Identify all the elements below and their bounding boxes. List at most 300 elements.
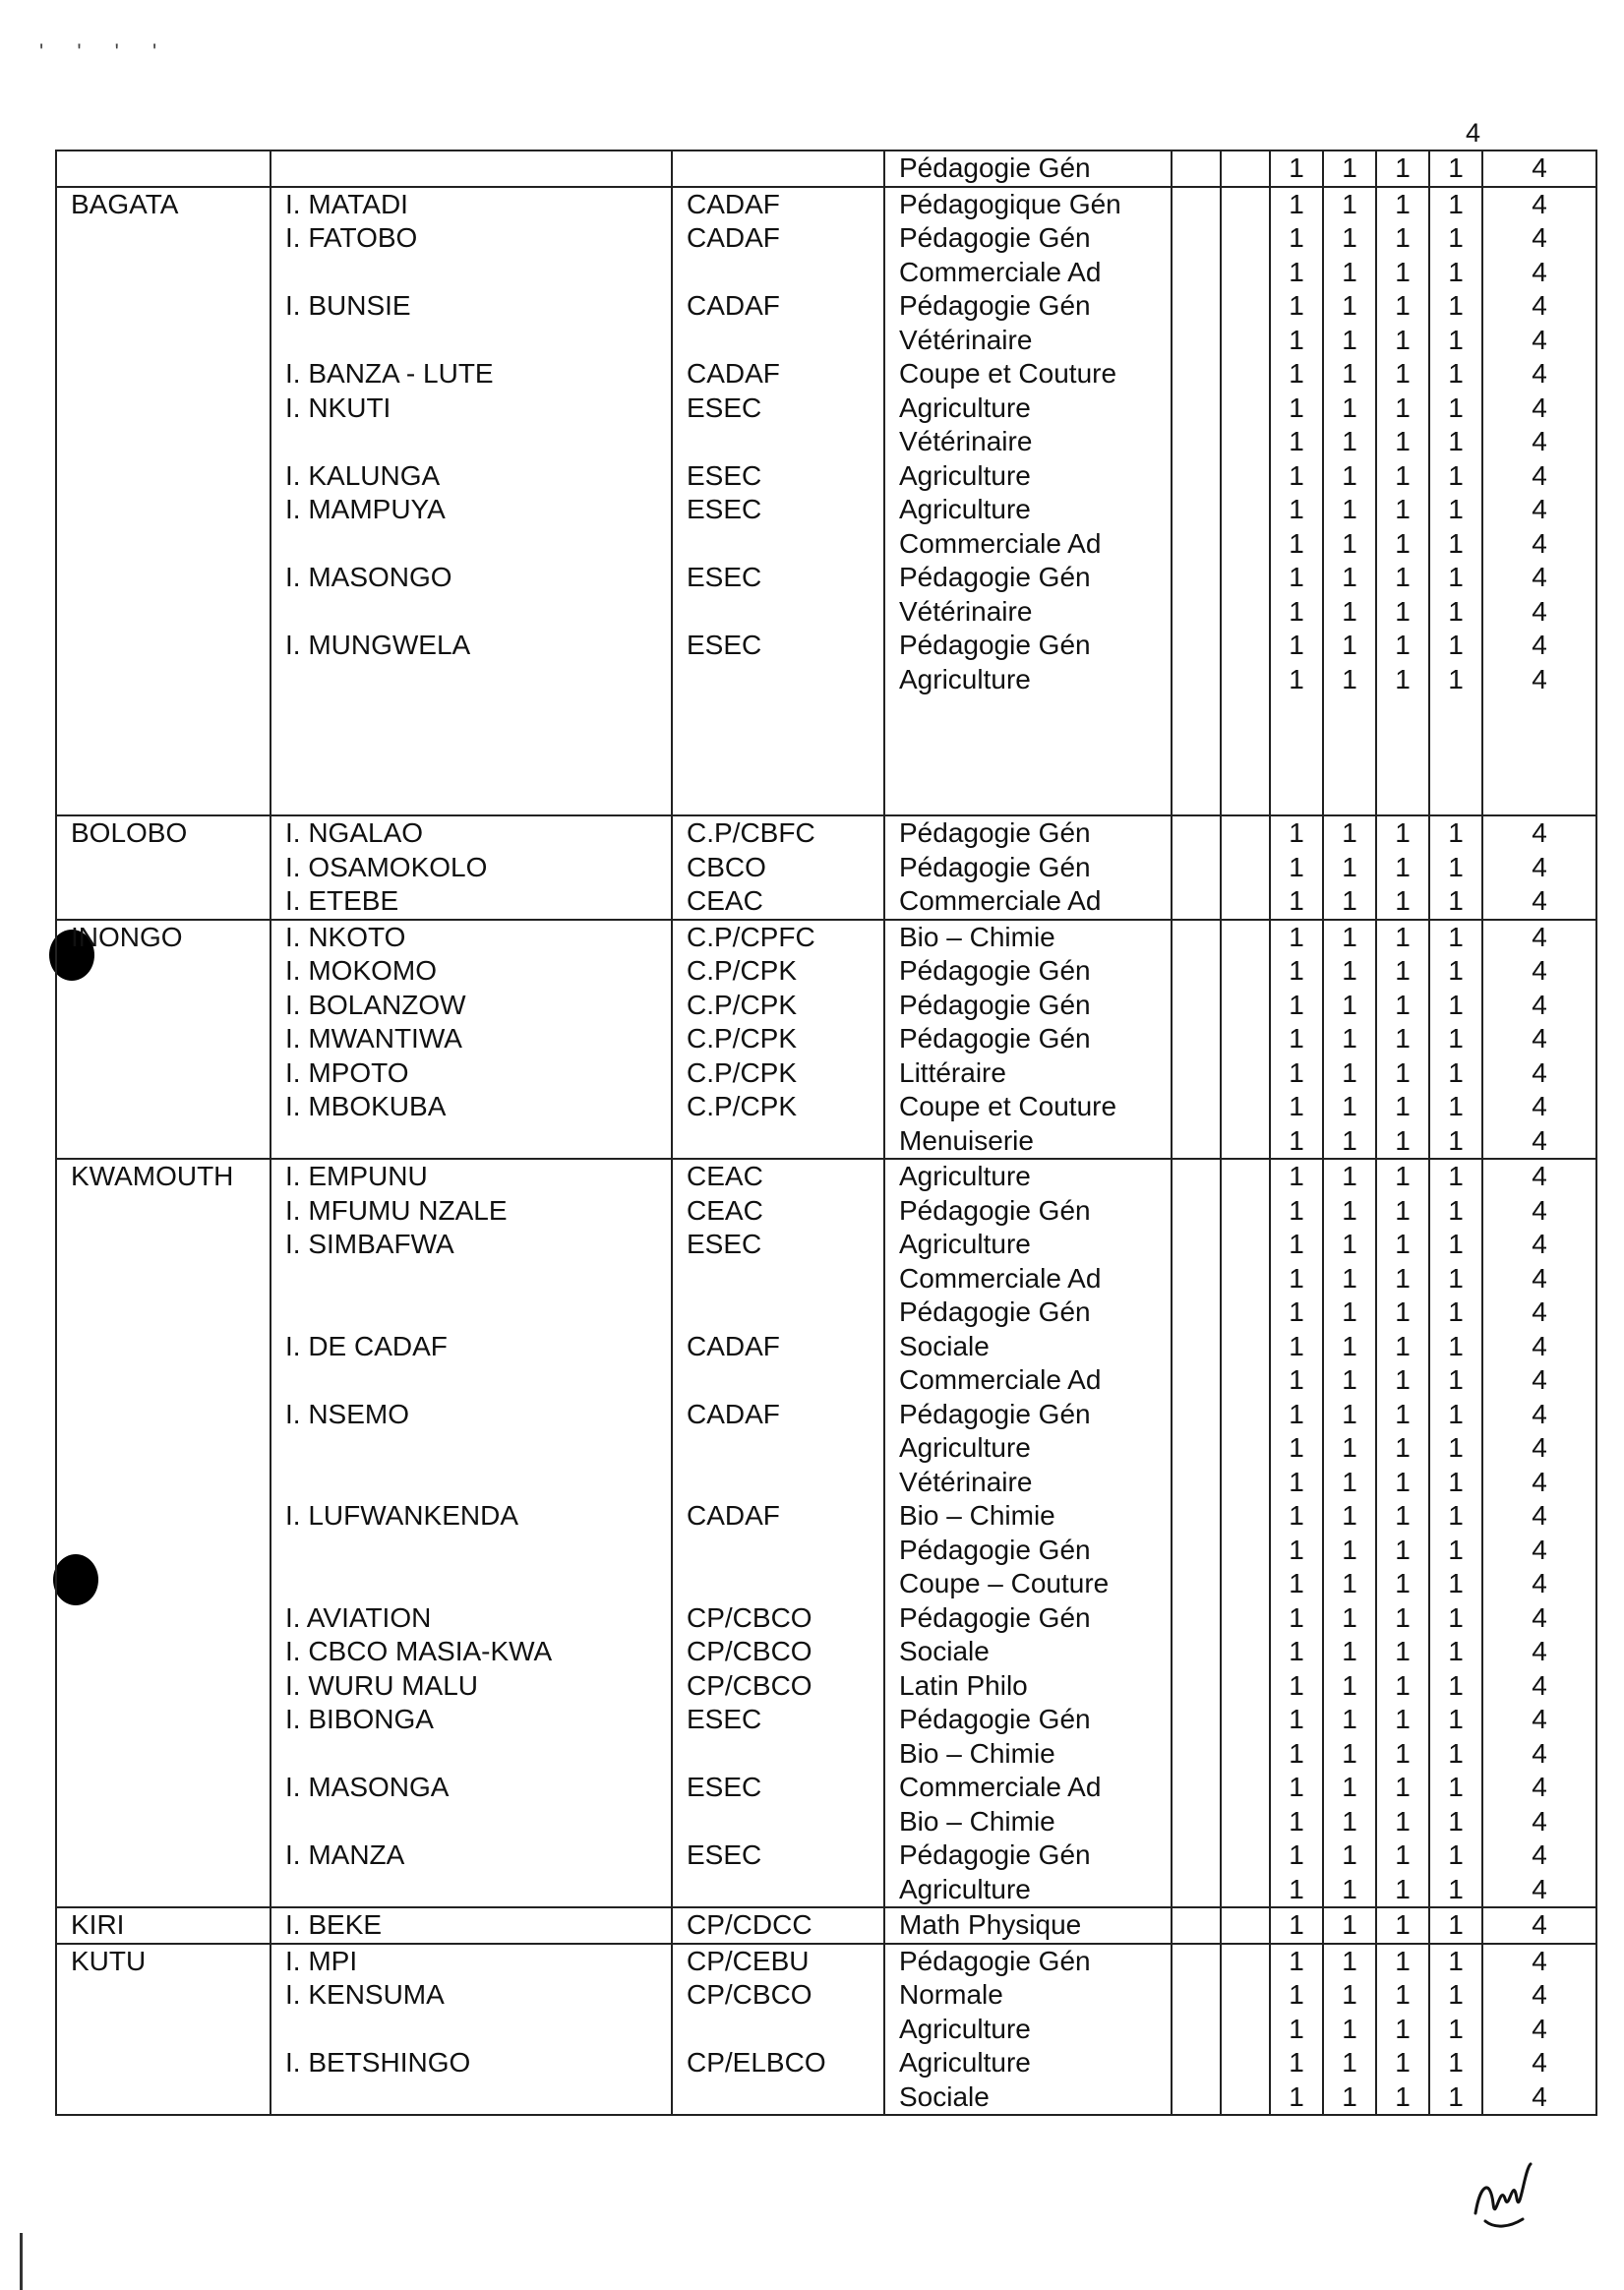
count-cell: 1 (1376, 1907, 1429, 1944)
total-cell: 4 (1482, 1159, 1596, 1194)
table-row (56, 1534, 1596, 1568)
institution-cell: I. MPOTO (271, 1056, 672, 1091)
type-cell: CP/CBCO (672, 1601, 884, 1636)
table-row (56, 1771, 1596, 1805)
count-cell: 1 (1429, 493, 1482, 527)
institution-cell: I. AVIATION (271, 1601, 672, 1636)
option-cell: Agriculture (884, 663, 1172, 697)
count-cell: 1 (1323, 1838, 1376, 1873)
type-cell: CADAF (672, 357, 884, 392)
blank-cell (1172, 1669, 1221, 1704)
blank-cell (1221, 2046, 1270, 2080)
count-cell: 1 (1270, 2046, 1323, 2080)
count-cell: 1 (1323, 1907, 1376, 1944)
total-cell: 4 (1482, 884, 1596, 920)
total-cell: 4 (1482, 2046, 1596, 2080)
type-cell: ESEC (672, 1771, 884, 1805)
count-cell: 1 (1270, 221, 1323, 256)
blank-cell (1221, 1090, 1270, 1124)
institution-cell: I. NGALAO (271, 815, 672, 851)
type-cell: CP/CBCO (672, 1669, 884, 1704)
blank-cell (1221, 357, 1270, 392)
total-cell: 4 (1482, 1056, 1596, 1091)
count-cell: 1 (1270, 1056, 1323, 1091)
count-cell: 1 (1376, 1534, 1429, 1568)
total-cell: 4 (1482, 1124, 1596, 1160)
territoire-cell (56, 1838, 271, 1873)
option-cell: Latin Philo (884, 1669, 1172, 1704)
table-row (56, 1635, 1596, 1669)
count-cell: 1 (1429, 2013, 1482, 2047)
blank-cell (1221, 1159, 1270, 1194)
blank-cell (1172, 1194, 1221, 1229)
option-cell: Pédagogie Gén (884, 1944, 1172, 1979)
institution-cell (271, 1567, 672, 1601)
table-row (56, 696, 1596, 815)
table-row (56, 1838, 1596, 1873)
institution-cell (271, 256, 672, 290)
count-cell: 1 (1270, 663, 1323, 697)
blank-cell (1172, 1363, 1221, 1398)
count-cell: 1 (1376, 2046, 1429, 2080)
blank-cell (1172, 696, 1221, 815)
total-cell: 4 (1482, 1635, 1596, 1669)
institution-cell: I. NKOTO (271, 920, 672, 955)
total-cell: 4 (1482, 527, 1596, 562)
blank-cell (1172, 289, 1221, 324)
blank-cell (1221, 1398, 1270, 1432)
count-cell: 1 (1270, 1330, 1323, 1364)
total-cell: 4 (1482, 561, 1596, 595)
type-cell (672, 1262, 884, 1296)
count-cell: 1 (1323, 1296, 1376, 1330)
count-cell: 1 (1323, 815, 1376, 851)
blank-cell (1172, 1771, 1221, 1805)
count-cell: 1 (1323, 493, 1376, 527)
count-cell: 1 (1376, 920, 1429, 955)
count-cell: 1 (1270, 1228, 1323, 1262)
option-cell: Commerciale Ad (884, 1771, 1172, 1805)
count-cell: 1 (1270, 1431, 1323, 1466)
blank-cell (1221, 1567, 1270, 1601)
type-cell (672, 151, 884, 187)
territoire-cell: KUTU (56, 1944, 271, 1979)
count-cell: 1 (1376, 1262, 1429, 1296)
option-cell: Sociale (884, 2080, 1172, 2116)
blank-cell (1221, 920, 1270, 955)
count-cell: 1 (1376, 1159, 1429, 1194)
blank-cell (1172, 1944, 1221, 1979)
count-cell: 1 (1323, 1398, 1376, 1432)
territoire-cell (56, 392, 271, 426)
count-cell: 1 (1376, 1194, 1429, 1229)
count-cell: 1 (1270, 324, 1323, 358)
option-cell: Coupe – Couture (884, 1567, 1172, 1601)
count-cell: 1 (1429, 1907, 1482, 1944)
count-cell: 1 (1376, 2013, 1429, 2047)
territoire-cell (56, 151, 271, 187)
count-cell: 1 (1376, 1703, 1429, 1737)
count-cell: 1 (1376, 561, 1429, 595)
institution-cell (271, 1805, 672, 1839)
option-cell: Sociale (884, 1330, 1172, 1364)
institution-cell: I. NSEMO (271, 1398, 672, 1432)
total-cell (1482, 696, 1596, 815)
type-cell (672, 527, 884, 562)
type-cell: CP/CEBU (672, 1944, 884, 1979)
territoire-cell (56, 493, 271, 527)
institution-cell (271, 1431, 672, 1466)
count-cell: 1 (1429, 1978, 1482, 2013)
option-cell: Vétérinaire (884, 595, 1172, 630)
type-cell (672, 1431, 884, 1466)
territoire-cell (56, 884, 271, 920)
blank-cell (1172, 629, 1221, 663)
count-cell: 1 (1429, 1431, 1482, 1466)
count-cell: 1 (1323, 425, 1376, 459)
count-cell (1323, 696, 1376, 815)
count-cell: 1 (1376, 1330, 1429, 1364)
table-row (56, 187, 1596, 222)
count-cell: 1 (1323, 151, 1376, 187)
institution-cell: I. BUNSIE (271, 289, 672, 324)
count-cell: 1 (1429, 884, 1482, 920)
total-cell: 4 (1482, 1431, 1596, 1466)
count-cell: 1 (1376, 1771, 1429, 1805)
total-cell: 4 (1482, 954, 1596, 989)
blank-cell (1221, 1873, 1270, 1908)
blank-cell (1221, 1022, 1270, 1056)
count-cell: 1 (1323, 595, 1376, 630)
table-row (56, 1907, 1596, 1944)
count-cell: 1 (1323, 851, 1376, 885)
scan-marks: ' ' ' ' (39, 39, 171, 64)
count-cell: 1 (1376, 1296, 1429, 1330)
count-cell: 1 (1429, 1262, 1482, 1296)
type-cell: ESEC (672, 1703, 884, 1737)
table-row (56, 815, 1596, 851)
institution-cell: I. LUFWANKENDA (271, 1499, 672, 1534)
option-cell: Pédagogie Gén (884, 1601, 1172, 1636)
territoire-cell (56, 2080, 271, 2116)
type-cell (672, 256, 884, 290)
count-cell: 1 (1376, 1838, 1429, 1873)
count-cell: 1 (1376, 663, 1429, 697)
blank-cell (1172, 1838, 1221, 1873)
option-cell: Menuiserie (884, 1124, 1172, 1160)
institution-cell: I. MPI (271, 1944, 672, 1979)
option-cell: Bio – Chimie (884, 1805, 1172, 1839)
count-cell: 1 (1429, 187, 1482, 222)
territoire-cell (56, 2046, 271, 2080)
blank-cell (1172, 357, 1221, 392)
institution-cell: I. SIMBAFWA (271, 1228, 672, 1262)
blank-cell (1172, 2080, 1221, 2116)
count-cell: 1 (1323, 392, 1376, 426)
institution-cell: I. MOKOMO (271, 954, 672, 989)
territoire-cell (56, 1499, 271, 1534)
total-cell: 4 (1482, 1363, 1596, 1398)
total-cell: 4 (1482, 289, 1596, 324)
count-cell: 1 (1270, 357, 1323, 392)
institution-cell (271, 1363, 672, 1398)
table-row (56, 1022, 1596, 1056)
count-cell: 1 (1270, 1805, 1323, 1839)
total-cell: 4 (1482, 392, 1596, 426)
count-cell: 1 (1270, 151, 1323, 187)
total-cell: 4 (1482, 1805, 1596, 1839)
count-cell: 1 (1270, 1124, 1323, 1160)
count-cell: 1 (1376, 595, 1429, 630)
count-cell: 1 (1429, 1771, 1482, 1805)
count-cell: 1 (1429, 1363, 1482, 1398)
type-cell: C.P/CPK (672, 1090, 884, 1124)
institution-cell: I. MASONGA (271, 1771, 672, 1805)
type-cell (672, 663, 884, 697)
institution-cell (271, 1262, 672, 1296)
option-cell: Agriculture (884, 1873, 1172, 1908)
total-cell: 4 (1482, 1194, 1596, 1229)
table-row (56, 1090, 1596, 1124)
count-cell: 1 (1429, 989, 1482, 1023)
territoire-cell: BOLOBO (56, 815, 271, 851)
blank-cell (1221, 1601, 1270, 1636)
type-cell (672, 1296, 884, 1330)
blank-cell (1172, 1124, 1221, 1160)
count-cell: 1 (1429, 1228, 1482, 1262)
blank-cell (1221, 256, 1270, 290)
count-cell: 1 (1429, 357, 1482, 392)
blank-cell (1172, 815, 1221, 851)
type-cell (672, 1363, 884, 1398)
count-cell: 1 (1323, 1330, 1376, 1364)
total-cell: 4 (1482, 989, 1596, 1023)
count-cell: 1 (1376, 1022, 1429, 1056)
blank-cell (1172, 1703, 1221, 1737)
territoire-cell (56, 256, 271, 290)
table-row (56, 392, 1596, 426)
count-cell: 1 (1429, 289, 1482, 324)
option-cell: Pédagogie Gén (884, 954, 1172, 989)
table-row (56, 1330, 1596, 1364)
count-cell: 1 (1323, 2046, 1376, 2080)
table-row (56, 493, 1596, 527)
total-cell: 4 (1482, 1022, 1596, 1056)
count-cell: 1 (1270, 493, 1323, 527)
blank-cell (1172, 1737, 1221, 1772)
type-cell (672, 1466, 884, 1500)
table-row (56, 2013, 1596, 2047)
count-cell: 1 (1323, 1262, 1376, 1296)
type-cell: CP/ELBCO (672, 2046, 884, 2080)
count-cell: 1 (1270, 1466, 1323, 1500)
table-body (56, 151, 1596, 2115)
blank-cell (1172, 1499, 1221, 1534)
institution-cell (271, 696, 672, 815)
count-cell: 1 (1270, 1703, 1323, 1737)
count-cell: 1 (1376, 1124, 1429, 1160)
type-cell: ESEC (672, 493, 884, 527)
count-cell: 1 (1270, 1737, 1323, 1772)
territoire-cell (56, 289, 271, 324)
institution-cell: I. MATADI (271, 187, 672, 222)
blank-cell (1221, 815, 1270, 851)
table-row (56, 1601, 1596, 1636)
count-cell: 1 (1323, 1978, 1376, 2013)
blank-cell (1172, 1398, 1221, 1432)
option-cell: Vétérinaire (884, 425, 1172, 459)
territoire-cell (56, 1873, 271, 1908)
option-cell: Pédagogie Gén (884, 851, 1172, 885)
territoire-cell (56, 1771, 271, 1805)
total-cell: 4 (1482, 1907, 1596, 1944)
count-cell: 1 (1323, 1737, 1376, 1772)
institution-cell: I. BANZA - LUTE (271, 357, 672, 392)
institution-cell: I. ETEBE (271, 884, 672, 920)
territoire-cell (56, 954, 271, 989)
table-row (56, 1873, 1596, 1908)
type-cell: CP/CBCO (672, 1978, 884, 2013)
count-cell: 1 (1270, 2013, 1323, 2047)
scan-edge-mark (20, 2233, 23, 2290)
count-cell: 1 (1270, 629, 1323, 663)
total-cell: 4 (1482, 357, 1596, 392)
territoire-cell (56, 1398, 271, 1432)
option-cell: Bio – Chimie (884, 920, 1172, 955)
total-cell: 4 (1482, 1567, 1596, 1601)
option-cell: Vétérinaire (884, 324, 1172, 358)
count-cell: 1 (1323, 989, 1376, 1023)
total-cell: 4 (1482, 2080, 1596, 2116)
blank-cell (1221, 493, 1270, 527)
option-cell: Math Physique (884, 1907, 1172, 1944)
option-cell: Commerciale Ad (884, 1262, 1172, 1296)
count-cell: 1 (1270, 1022, 1323, 1056)
territoire-cell (56, 1669, 271, 1704)
table-row (56, 1056, 1596, 1091)
count-cell: 1 (1429, 1194, 1482, 1229)
type-cell (672, 696, 884, 815)
institution-cell: I. KALUNGA (271, 459, 672, 494)
count-cell: 1 (1323, 1771, 1376, 1805)
count-cell: 1 (1270, 1567, 1323, 1601)
territoire-cell (56, 425, 271, 459)
blank-cell (1221, 884, 1270, 920)
option-cell: Agriculture (884, 1159, 1172, 1194)
total-cell: 4 (1482, 1944, 1596, 1979)
blank-cell (1172, 1262, 1221, 1296)
count-cell: 1 (1376, 2080, 1429, 2116)
type-cell (672, 1124, 884, 1160)
institution-cell: I. MBOKUBA (271, 1090, 672, 1124)
total-cell: 4 (1482, 1090, 1596, 1124)
count-cell: 1 (1323, 1363, 1376, 1398)
total-cell: 4 (1482, 1669, 1596, 1704)
blank-cell (1172, 392, 1221, 426)
total-cell: 4 (1482, 187, 1596, 222)
count-cell: 1 (1376, 151, 1429, 187)
option-cell: Agriculture (884, 392, 1172, 426)
blank-cell (1172, 1534, 1221, 1568)
count-cell (1270, 696, 1323, 815)
total-cell: 4 (1482, 2013, 1596, 2047)
count-cell: 1 (1429, 1056, 1482, 1091)
option-cell: Pédagogie Gén (884, 1703, 1172, 1737)
count-cell: 1 (1270, 187, 1323, 222)
blank-cell (1172, 1296, 1221, 1330)
blank-cell (1221, 851, 1270, 885)
count-cell (1429, 696, 1482, 815)
institution-cell: I. EMPUNU (271, 1159, 672, 1194)
blank-cell (1221, 324, 1270, 358)
total-cell: 4 (1482, 595, 1596, 630)
total-cell: 4 (1482, 1466, 1596, 1500)
blank-cell (1172, 1022, 1221, 1056)
count-cell: 1 (1376, 815, 1429, 851)
count-cell: 1 (1376, 1669, 1429, 1704)
count-cell: 1 (1270, 561, 1323, 595)
blank-cell (1221, 1296, 1270, 1330)
count-cell: 1 (1376, 289, 1429, 324)
blank-cell (1221, 663, 1270, 697)
institution-cell (271, 151, 672, 187)
count-cell: 1 (1429, 1022, 1482, 1056)
count-cell: 1 (1323, 1228, 1376, 1262)
blank-cell (1172, 954, 1221, 989)
count-cell: 1 (1323, 1703, 1376, 1737)
institution-cell (271, 425, 672, 459)
count-cell: 1 (1270, 954, 1323, 989)
count-cell: 1 (1429, 425, 1482, 459)
count-cell: 1 (1376, 1567, 1429, 1601)
count-cell: 1 (1323, 1159, 1376, 1194)
option-cell: Littéraire (884, 1056, 1172, 1091)
count-cell: 1 (1376, 989, 1429, 1023)
blank-cell (1221, 1056, 1270, 1091)
table-row (56, 1737, 1596, 1772)
count-cell: 1 (1270, 527, 1323, 562)
count-cell: 1 (1429, 1296, 1482, 1330)
table-row (56, 459, 1596, 494)
institution-cell: I. BETSHINGO (271, 2046, 672, 2080)
blank-cell (1172, 1978, 1221, 2013)
blank-cell (1172, 1805, 1221, 1839)
count-cell: 1 (1323, 1601, 1376, 1636)
institution-cell (271, 527, 672, 562)
table-row (56, 221, 1596, 256)
table-row (56, 1978, 1596, 2013)
count-cell: 1 (1429, 1398, 1482, 1432)
blank-cell (1172, 2013, 1221, 2047)
count-cell: 1 (1376, 527, 1429, 562)
count-cell: 1 (1376, 1944, 1429, 1979)
blank-cell (1221, 1771, 1270, 1805)
table-row (56, 1703, 1596, 1737)
blank-cell (1172, 1431, 1221, 1466)
blank-cell (1172, 1601, 1221, 1636)
territoire-cell (56, 1194, 271, 1229)
total-cell: 4 (1482, 459, 1596, 494)
count-cell: 1 (1270, 459, 1323, 494)
table-row (56, 851, 1596, 885)
option-cell: Pédagogie Gén (884, 989, 1172, 1023)
territoire-cell (56, 1090, 271, 1124)
blank-cell (1172, 663, 1221, 697)
type-cell: CADAF (672, 221, 884, 256)
blank-cell (1221, 459, 1270, 494)
option-cell: Pédagogie Gén (884, 1296, 1172, 1330)
option-cell: Agriculture (884, 2046, 1172, 2080)
